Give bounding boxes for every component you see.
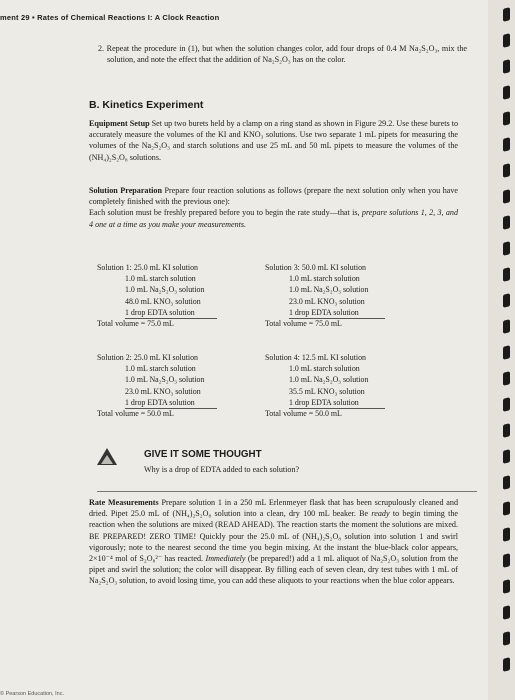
solution-2-line: 1.0 mL starch solution (125, 364, 196, 374)
binding-mark (503, 501, 510, 515)
rate-text-2: to begin timing the reaction when the solutions are mixed (READ AHEAD). The reaction starts the moment the solutions are mixed. BE PREPARED! ZERO TIME! Quickly pour the 25.0 mL of (NH₄)₂S₂O₈ solution into solution 1 and swirl vigorously; note to the nearest second the time you begin mixing. At the instant the blue-black color appears, 2×10⁻⁴ mol of S₂O₈²⁻ has reacted. (89, 509, 458, 564)
rate-text-3: (be prepared!) add a 1 mL aliquot of Na₂S₂O₃ solution from the pipet and swirl the solution; the color will disappear. By filling each of seven clean, dry test tubes with 1 mL of Na₂S₂O₃ solution, to avoid losing time, you can add these aliquots to your reactions when the blue color appears. (89, 554, 458, 586)
binding-mark (503, 579, 510, 593)
solution-4-line: 35.5 mL KNO₃ solution (289, 386, 365, 396)
thought-divider (97, 491, 477, 492)
binding-mark (503, 189, 510, 203)
solution-4-line: 1 drop EDTA solution (289, 397, 359, 407)
page-edge-strip (488, 0, 515, 700)
solution-4 (265, 352, 368, 419)
binding-mark (503, 7, 510, 21)
solution-4-head: Solution 4: 12.5 mL KI solution (265, 353, 366, 362)
binding-mark (503, 33, 510, 47)
solution-4-rule (289, 408, 385, 409)
solution-3-line: 1 drop EDTA solution (289, 307, 359, 317)
binding-mark (503, 449, 510, 463)
binding-mark (503, 137, 510, 151)
solution-2-head: Solution 2: 25.0 mL KI solution (97, 353, 198, 362)
rate-label: Rate Measurements (89, 498, 159, 507)
binding-mark (503, 319, 510, 333)
binding-mark (503, 605, 510, 619)
solution-3-total: Total volume = 75.0 mL (265, 319, 342, 329)
solution-4-total: Total volume = 50.0 mL (265, 409, 342, 419)
binding-mark (503, 85, 510, 99)
binding-mark (503, 163, 510, 177)
solution-4-line: 1.0 mL Na₂S₂O₃ solution (289, 375, 369, 385)
solution-3-head: Solution 3: 50.0 mL KI solution (265, 263, 366, 272)
thought-title: GIVE IT SOME THOUGHT (144, 449, 262, 460)
prep-text-2: Each solution must be freshly prepared before you to begin the rate study—that is, (89, 208, 362, 218)
section-b-title: B. Kinetics Experiment (89, 99, 204, 111)
equipment-text: Set up two burets held by a clamp on a ring stand as shown in Figure 29.2. Use these burets to accurately measure the volumes of the KI and KNO₃ solutions. Use two separate 1 mL pipets for measuring the volumes of the Na₂S₂O₃ and starch solutions and use 25 mL and 50 mL pipets to measure the volumes of the (NH₄)₂S₂O₈ solutions. (89, 119, 458, 162)
solution-3-rule (289, 318, 385, 319)
solution-3-line: 23.0 mL KNO₃ solution (289, 296, 365, 306)
solution-1-line: 1 drop EDTA solution (125, 307, 195, 317)
binding-mark (503, 241, 510, 255)
binding-mark (503, 345, 510, 359)
copyright-footer: © Pearson Education, Inc. (0, 691, 64, 697)
solution-2 (97, 352, 204, 419)
solution-1 (97, 262, 204, 329)
solution-2-line: 23.0 mL KNO₃ solution (125, 386, 201, 396)
binding-mark (503, 293, 510, 307)
solution-1-line: 1.0 mL Na₂S₂O₃ solution (125, 285, 205, 295)
prep-text-italic: prepare solutions 1, 2, 3, and 4 one at a time as you make your measurements. (89, 208, 459, 229)
solution-2-rule (125, 408, 217, 409)
solution-2-total: Total volume = 50.0 mL (97, 409, 174, 419)
binding-mark (503, 553, 510, 567)
binding-mark (503, 397, 510, 411)
solution-1-line: 1.0 mL starch solution (125, 274, 196, 284)
solution-3-line: 1.0 mL starch solution (289, 274, 360, 284)
binding-mark (503, 423, 510, 437)
equipment-label: Equipment Setup (89, 119, 150, 128)
solution-3-line: 1.0 mL Na₂S₂O₃ solution (289, 285, 369, 295)
solution-1-head: Solution 1: 25.0 mL KI solution (97, 263, 198, 272)
binding-mark (503, 475, 510, 489)
rate-immediately: Immediately (205, 554, 246, 564)
binding-mark (503, 527, 510, 541)
binding-mark (503, 215, 510, 229)
solution-3 (265, 262, 368, 329)
prep-text: Prepare four reaction solutions as follows (prepare the next solution only when you have completely finished with the previous one): (89, 186, 458, 207)
equipment-paragraph (89, 118, 458, 163)
solution-2-line: 1.0 mL Na₂S₂O₃ solution (125, 375, 205, 385)
solution-1-total: Total volume = 75.0 mL (97, 319, 174, 329)
binding-mark (503, 631, 510, 645)
solution-4-line: 1.0 mL starch solution (289, 364, 360, 374)
solution-2-line: 1 drop EDTA solution (125, 397, 195, 407)
procedure-step-2 (98, 43, 467, 65)
thought-question: Why is a drop of EDTA added to each solution? (144, 465, 300, 474)
binding-mark (503, 111, 510, 125)
prep-label: Solution Preparation (89, 186, 162, 195)
binding-mark (503, 657, 510, 671)
binding-mark (503, 267, 510, 281)
rate-ready: ready (371, 509, 390, 519)
binding-mark (503, 59, 510, 73)
binding-mark (503, 371, 510, 385)
running-head: ment 29 • Rates of Chemical Reactions I: A Clock Reaction (0, 13, 220, 22)
solution-1-line: 48.0 mL KNO₃ solution (125, 296, 201, 306)
step-2-text: 2. Repeat the procedure in (1), but when the solution changes color, add four drops of 0.4 M Na₂S₂O₃, mix the solution, and note the effect that the addition of Na₂S₂O₃ has on the color. (98, 44, 467, 65)
warning-triangle-inner (101, 455, 113, 464)
rate-paragraph (89, 497, 458, 587)
solution-1-rule (125, 318, 217, 319)
prep-paragraph (89, 185, 458, 230)
rate-text: Prepare solution 1 in a 250 mL Erlenmeyer flask that has been scrupulously cleaned and dried. Pipet 25.0 mL of (NH₄)₂S₂O₈ solution into a clean, dry 100 mL beaker. Be (89, 498, 458, 519)
